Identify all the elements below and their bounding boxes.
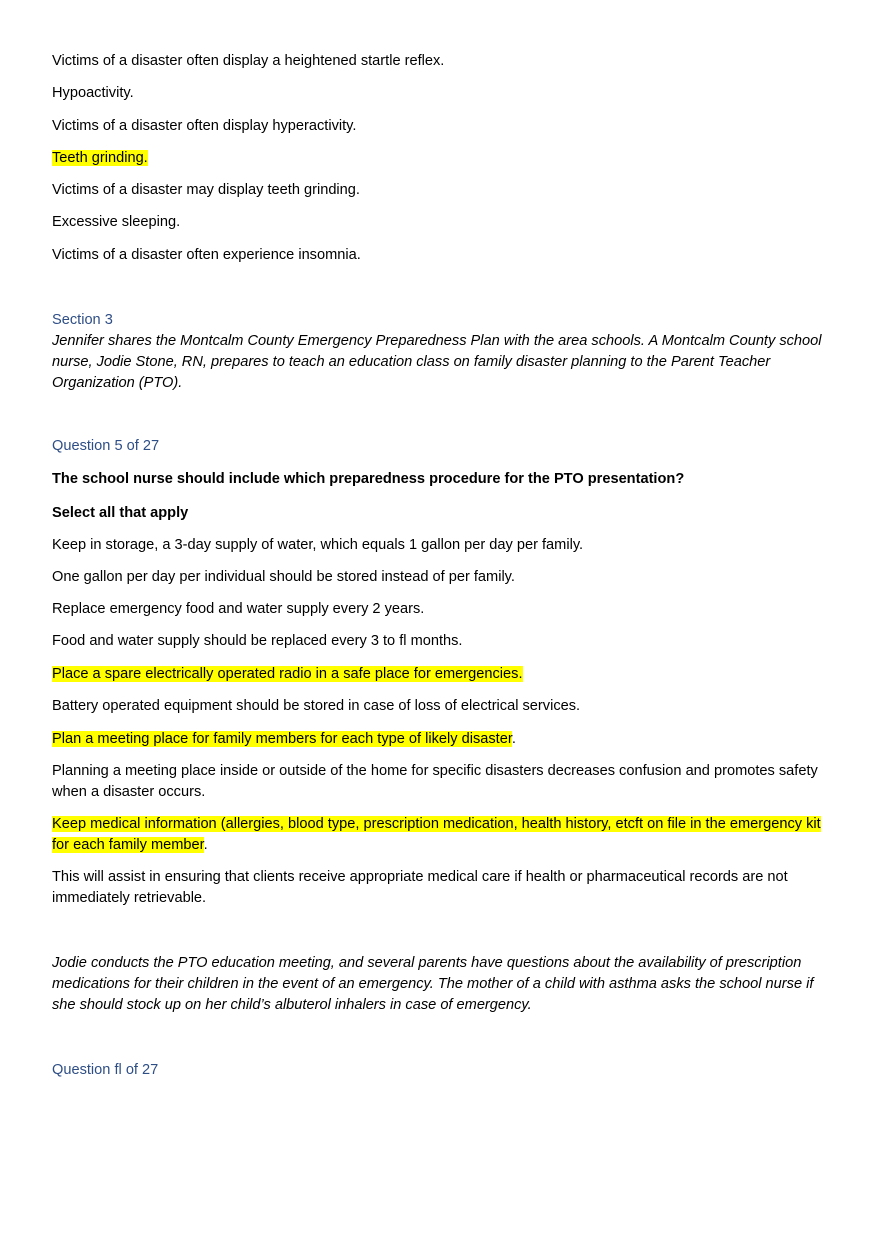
question-prompt: The school nurse should include which preparedness procedure for the PTO presentation? [52,471,685,487]
trailing-period: . [203,837,208,853]
option-meeting-place [52,729,516,750]
highlighted-answer: Keep medical information (allergies, blood type, prescription medication, health history, etcft on file in the emergency kit for each family member [52,816,821,853]
highlighted-answer: Plan a meeting place for family members for each type of likely disaster [52,731,512,747]
rationale-startle-reflex: Victims of a disaster often display a heightened startle reflex. [52,53,445,69]
next-question-heading: Question fl of 27 [52,1062,159,1078]
option-hypoactivity: Hypoactivity. [52,85,134,101]
section-scenario: Jennifer shares the Montcalm County Emergency Preparedness Plan with the area schools. A Montcalm County school nurse, Jodie Stone, RN, prepares to teach an education class on family disaster planning to the Parent Teacher Organization (PTO). [52,333,822,391]
section-heading: Section 3 [52,312,113,328]
rationale-replace-supply: Food and water supply should be replaced every 3 to fl months. [52,633,463,649]
rationale-medical-information: This will assist in ensuring that clients receive appropriate medical care if health or pharmaceutical records are not immediately retrievable. [52,869,788,906]
rationale-water-storage: One gallon per day per individual should be stored instead of per family. [52,569,515,585]
option-water-storage: Keep in storage, a 3-day supply of water, which equals 1 gallon per day per family. [52,537,584,553]
scenario-paragraph: Jodie conducts the PTO education meeting, and several parents have questions about the availability of prescription medications for their children in the event of an emergency. The mother of a child with asthma asks the school nurse if she should stock up on her child’s albuterol inhalers in case of emergency. [52,955,814,1013]
highlighted-answer: Teeth grinding. [52,150,148,166]
option-replace-supply: Replace emergency food and water supply every 2 years. [52,601,425,617]
question-instruction: Select all that apply [52,505,189,521]
rationale-meeting-place: Planning a meeting place inside or outside of the home for specific disasters decreases confusion and promotes safety when a disaster occurs. [52,763,818,800]
option-spare-radio [52,664,523,685]
option-excessive-sleeping: Excessive sleeping. [52,214,181,230]
rationale-insomnia: Victims of a disaster often experience insomnia. [52,247,361,263]
question-heading: Question 5 of 27 [52,438,160,454]
option-medical-information [52,814,837,856]
rationale-teeth-grinding: Victims of a disaster may display teeth grinding. [52,182,360,198]
rationale-spare-radio: Battery operated equipment should be stored in case of loss of electrical services. [52,698,581,714]
trailing-period: . [511,731,516,747]
highlighted-answer: Place a spare electrically operated radio in a safe place for emergencies. [52,666,523,682]
option-teeth-grinding [52,148,148,169]
rationale-hyperactivity: Victims of a disaster often display hyperactivity. [52,118,357,134]
